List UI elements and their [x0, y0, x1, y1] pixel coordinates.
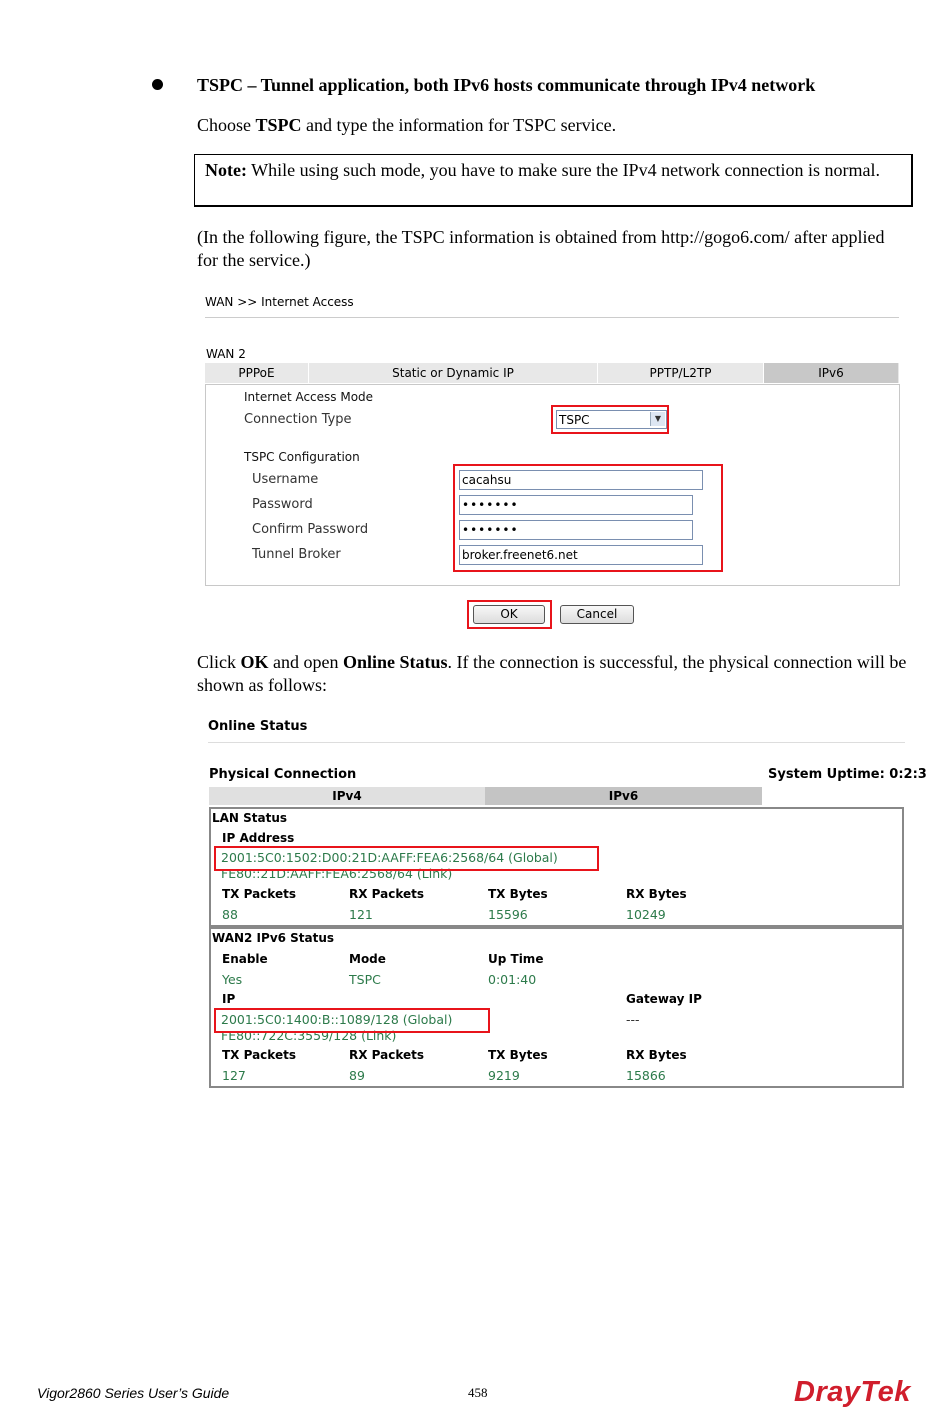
tunnel-broker-input[interactable]: broker.freenet6.net: [459, 545, 703, 565]
cancel-button[interactable]: Cancel: [560, 605, 634, 624]
tab-ipv6[interactable]: IPv6: [764, 363, 898, 383]
page-number: 458: [468, 1385, 488, 1400]
wan2-enable-label: Enable: [222, 952, 268, 966]
wan2-rx-bytes-value: 15866: [626, 1068, 666, 1083]
divider: [208, 742, 905, 743]
wan2-rx-packets-label: RX Packets: [349, 1048, 425, 1062]
lan-rx-packets-label: RX Packets: [349, 887, 425, 901]
system-uptime: System Uptime: 0:2:3: [768, 767, 927, 782]
lan-rx-bytes-value: 10249: [626, 907, 666, 922]
wan2-mode-value: TSPC: [349, 972, 381, 987]
lan-ip-link: FE80::21D:AAFF:FEA6:2568/64 (Link): [221, 866, 453, 881]
wan2-mode-label: Mode: [349, 952, 386, 966]
tab-ipv6[interactable]: IPv6: [485, 787, 762, 805]
wan2-status-title: WAN2 IPv6 Status: [212, 931, 335, 945]
wan2-tx-packets-value: 127: [222, 1068, 246, 1083]
click-ok-paragraph: [197, 651, 909, 697]
chevron-down-icon[interactable]: ▼: [650, 412, 665, 426]
tab-pppoe[interactable]: PPPoE: [205, 363, 309, 383]
note-box: [194, 154, 913, 207]
click-post: . If the connection is successful, the physical connection will be shown as follows:: [197, 652, 907, 695]
note-text: While using such mode, you have to make sure the IPv4 network connection is normal.: [246, 160, 881, 180]
wan2-uptime-value: 0:01:40: [488, 972, 537, 987]
click-pre: Click: [197, 652, 241, 672]
tab-pptp-l2tp[interactable]: PPTP/L2TP: [598, 363, 764, 383]
lan-tx-packets-value: 88: [222, 907, 238, 922]
lan-tx-bytes-label: TX Bytes: [488, 887, 548, 901]
intro-paragraph: [197, 114, 616, 137]
lan-ip-global: 2001:5C0:1502:D00:21D:AAFF:FEA6:2568/64 (Global): [221, 850, 558, 865]
username-label: Username: [252, 472, 319, 487]
password-label: Password: [252, 497, 313, 512]
intro-post: and type the information for TSPC service.: [301, 115, 617, 135]
online-status-title: Online Status: [208, 719, 308, 734]
bullet-icon: [152, 79, 163, 90]
click-ok-bold: OK: [240, 652, 269, 672]
wan2-gateway-label: Gateway IP: [626, 992, 702, 1006]
highlight-wan2-ip: [214, 1008, 490, 1033]
tab-ipv4[interactable]: IPv4: [209, 787, 485, 805]
connection-type-label: Connection Type: [244, 412, 352, 427]
section-heading: TSPC – Tunnel application, both IPv6 hosts communicate through IPv4 network: [197, 75, 816, 95]
divider: [205, 317, 899, 318]
physical-connection-label: Physical Connection: [209, 767, 357, 782]
click-mid: and open: [268, 652, 343, 672]
connection-type-value: TSPC: [559, 413, 590, 427]
wan2-ip-label: IP: [222, 992, 236, 1006]
wan2-rx-bytes-label: RX Bytes: [626, 1048, 687, 1062]
wan-label: WAN 2: [206, 347, 246, 361]
wan2-gateway-value: ---: [626, 1012, 640, 1027]
wan2-tx-packets-label: TX Packets: [222, 1048, 296, 1062]
lan-rx-packets-value: 121: [349, 907, 373, 922]
lan-status-title: LAN Status: [212, 811, 288, 825]
intro-bold: TSPC: [255, 115, 302, 135]
internet-access-mode-heading: Internet Access Mode: [244, 390, 374, 404]
password-input[interactable]: •••••••: [459, 495, 693, 515]
lan-tx-bytes-value: 15596: [488, 907, 528, 922]
wan2-tx-bytes-value: 9219: [488, 1068, 520, 1083]
confirm-password-input[interactable]: •••••••: [459, 520, 693, 540]
figure-intro: (In the following figure, the TSPC information is obtained from http://gogo6.com/ after applied for the service.): [197, 227, 885, 270]
note-label: Note:: [205, 160, 247, 180]
wan2-enable-value: Yes: [222, 972, 243, 987]
lan-tx-packets-label: TX Packets: [222, 887, 296, 901]
ok-button[interactable]: OK: [473, 605, 545, 624]
footer-guide-title: Vigor2860 Series User’s Guide: [37, 1385, 230, 1401]
breadcrumb: WAN >> Internet Access: [205, 295, 354, 309]
wan2-ip-global: 2001:5C0:1400:B::1089/128 (Global): [221, 1012, 453, 1027]
wan2-uptime-label: Up Time: [488, 952, 544, 966]
lan-rx-bytes-label: RX Bytes: [626, 887, 687, 901]
username-input[interactable]: cacahsu: [459, 470, 703, 490]
highlight-lan-ip: [214, 846, 599, 871]
wan2-rx-packets-value: 89: [349, 1068, 365, 1083]
draytek-logo: DrayTek: [794, 1376, 911, 1408]
confirm-password-label: Confirm Password: [252, 522, 369, 537]
tspc-config-heading: TSPC Configuration: [244, 450, 360, 464]
wan2-tx-bytes-label: TX Bytes: [488, 1048, 548, 1062]
connection-type-select[interactable]: [556, 410, 667, 429]
online-status-bold: Online Status: [343, 652, 448, 672]
tab-static-dynamic-ip[interactable]: Static or Dynamic IP: [309, 363, 598, 383]
lan-ip-label: IP Address: [222, 831, 295, 845]
intro-pre: Choose: [197, 115, 256, 135]
tunnel-broker-label: Tunnel Broker: [252, 547, 341, 562]
wan-tabs: [205, 363, 899, 383]
online-status-tabs: [209, 787, 762, 805]
wan2-ip-link: FE80::722C:3559/128 (Link): [221, 1028, 397, 1043]
